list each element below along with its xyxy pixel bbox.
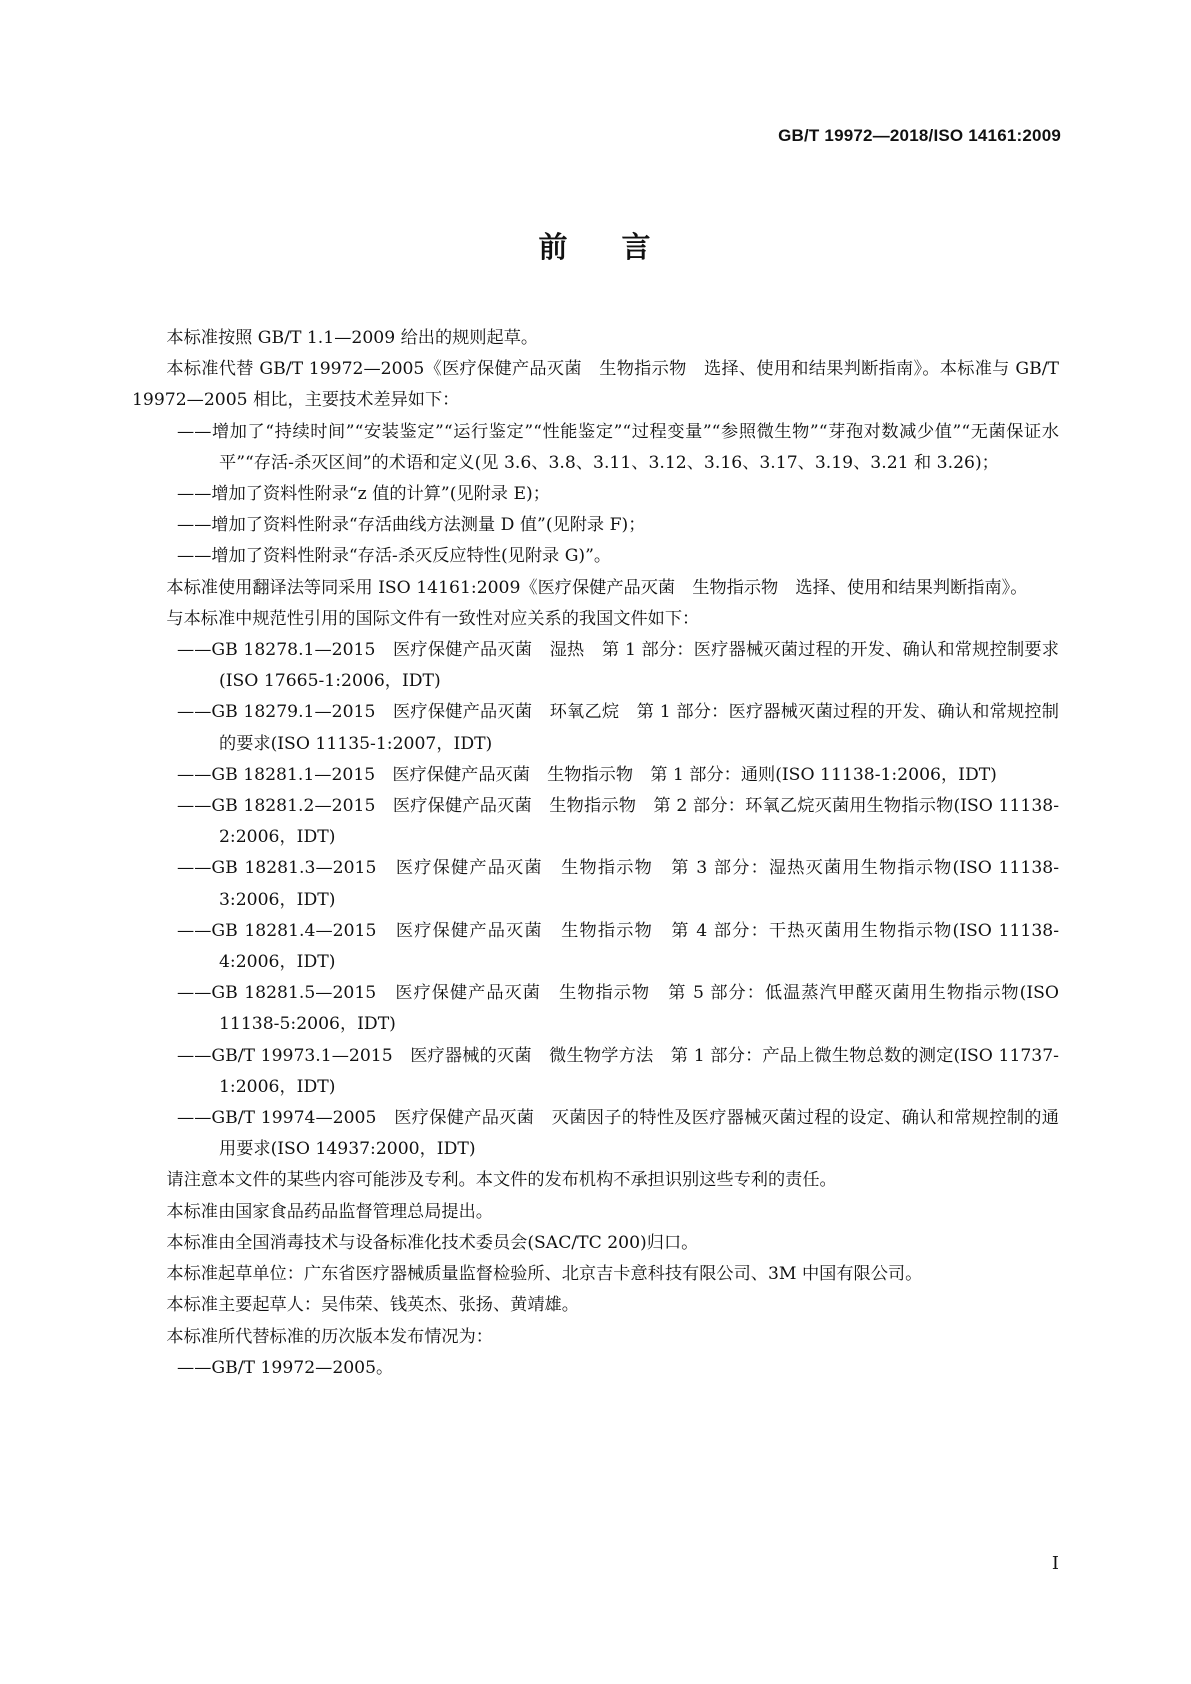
standard-code-header: GB/T 19972—2018/ISO 14161:2009 <box>778 126 1061 145</box>
paragraph: 本标准所代替标准的历次版本发布情况为： <box>166 1326 493 1347</box>
list-item: ——GB 18281.1—2015 医疗保健产品灭菌 生物指示物 第 1 部分：通则(ISO 11138-1:2006，IDT) <box>177 764 997 785</box>
page-title <box>0 225 1191 266</box>
paragraph: 与本标准中规范性引用的国际文件有一致性对应关系的我国文件如下： <box>166 608 700 629</box>
list-item: ——增加了“持续时间”“安装鉴定”“运行鉴定”“性能鉴定”“过程变量”“参照微生物”“芽孢对数减少值”“无菌保证水平”“存活-杀灭区间”的术语和定义(见 3.6、3.8、3.11、3.12、3.16、3.17、3.19、3.21 和 3.26)； <box>177 421 1059 473</box>
paragraph: 本标准起草单位：广东省医疗器械质量监督检验所、北京吉卡意科技有限公司、3M 中国有限公司。 <box>166 1264 923 1285</box>
list-item: ——GB/T 19974—2005 医疗保健产品灭菌 灭菌因子的特性及医疗器械灭菌过程的设定、确认和常规控制的通用要求(ISO 14937:2000，IDT) <box>177 1108 1059 1160</box>
list-item: ——增加了资料性附录“存活曲线方法测量 D 值”(见附录 F)； <box>177 515 646 536</box>
list-item: ——增加了资料性附录“存活-杀灭反应特性(见附录 G)”。 <box>177 546 612 567</box>
title-char-2: 言 <box>621 230 653 264</box>
paragraph: 本标准由全国消毒技术与设备标准化技术委员会(SAC/TC 200)归口。 <box>166 1232 699 1253</box>
page-number: I <box>1051 1553 1059 1574</box>
paragraph: 本标准主要起草人：吴伟荣、钱英杰、张扬、黄靖雄。 <box>166 1295 579 1316</box>
list-item: ——GB 18281.3—2015 医疗保健产品灭菌 生物指示物 第 3 部分：湿热灭菌用生物指示物(ISO 11138-3:2006，IDT) <box>177 858 1059 910</box>
list-item: ——GB/T 19972—2005。 <box>177 1357 394 1378</box>
paragraph: 本标准使用翻译法等同采用 ISO 14161:2009《医疗保健产品灭菌 生物指示物 选择、使用和结果判断指南》。 <box>166 577 1028 598</box>
list-item: ——GB 18279.1—2015 医疗保健产品灭菌 环氧乙烷 第 1 部分：医疗器械灭菌过程的开发、确认和常规控制的要求(ISO 11135-1:2007，IDT) <box>177 702 1059 754</box>
list-item: ——GB 18281.2—2015 医疗保健产品灭菌 生物指示物 第 2 部分：环氧乙烷灭菌用生物指示物(ISO 11138-2:2006，IDT) <box>177 796 1059 848</box>
paragraph: 本标准代替 GB/T 19972—2005《医疗保健产品灭菌 生物指示物 选择、使用和结果判断指南》。本标准与 GB/T 19972—2005 相比，主要技术差异如下： <box>132 359 1059 411</box>
paragraph: 本标准由国家食品药品监督管理总局提出。 <box>166 1201 493 1222</box>
paragraph: 请注意本文件的某些内容可能涉及专利。本文件的发布机构不承担识别这些专利的责任。 <box>166 1170 837 1191</box>
paragraph: 本标准按照 GB/T 1.1—2009 给出的规则起草。 <box>166 328 539 348</box>
list-item: ——增加了资料性附录“z 值的计算”(见附录 E)； <box>177 484 550 505</box>
foreword-body <box>132 323 1059 1384</box>
title-char-1: 前 <box>538 230 570 264</box>
list-item: ——GB 18281.5—2015 医疗保健产品灭菌 生物指示物 第 5 部分：低温蒸汽甲醛灭菌用生物指示物(ISO 11138-5:2006，IDT) <box>177 983 1059 1035</box>
list-item: ——GB 18281.4—2015 医疗保健产品灭菌 生物指示物 第 4 部分：干热灭菌用生物指示物(ISO 11138-4:2006，IDT) <box>177 920 1059 973</box>
list-item: ——GB/T 19973.1—2015 医疗器械的灭菌 微生物学方法 第 1 部分：产品上微生物总数的测定(ISO 11737-1:2006，IDT) <box>177 1045 1059 1097</box>
list-item: ——GB 18278.1—2015 医疗保健产品灭菌 湿热 第 1 部分：医疗器械灭菌过程的开发、确认和常规控制要求(ISO 17665-1:2006，IDT) <box>177 640 1059 692</box>
